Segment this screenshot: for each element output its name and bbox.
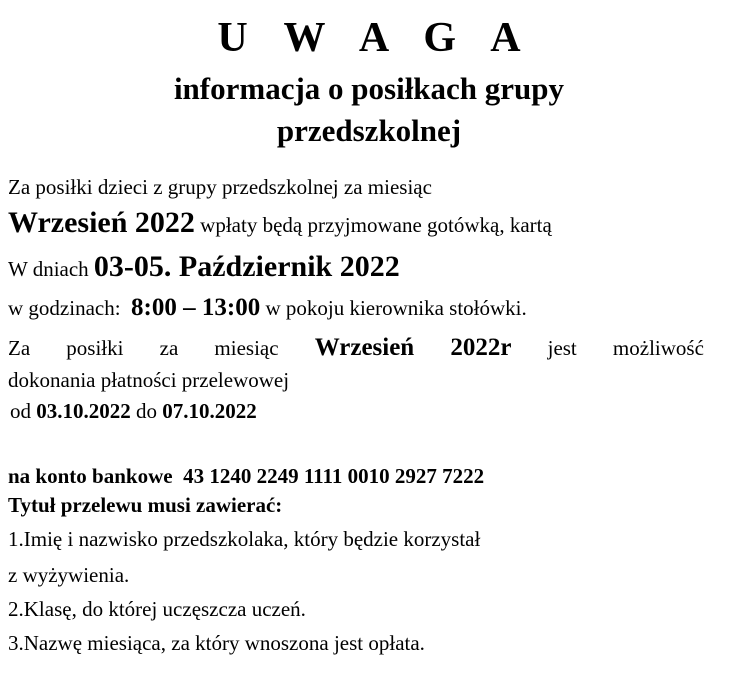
bank-account-line: [8, 463, 484, 489]
paragraph-line-6: [8, 367, 289, 393]
to-label: do: [136, 399, 157, 423]
list-item: 3.Nazwę miesiąca, za który wnoszona jest opłata.: [8, 631, 425, 655]
word-za: Za: [8, 336, 31, 360]
paragraph-line-4: [8, 295, 527, 321]
word-posilki: posiłki: [66, 336, 124, 360]
transfer-from-date: 03.10.2022: [36, 399, 131, 423]
transfer-to-date: 07.10.2022: [162, 399, 257, 423]
word-mozliwosc: możliwość: [612, 336, 704, 360]
transfer-year: 2022r: [450, 334, 512, 361]
transfer-option-text: dokonania płatności przelewowej: [8, 368, 290, 392]
notice-title: U W A G A: [217, 15, 534, 61]
paragraph-line-3: [8, 250, 400, 283]
word-za-2: za: [159, 336, 179, 360]
payment-dates: 03-05. Październik 2022: [93, 250, 400, 283]
notice-subtitle-line2: przedszkolnej: [276, 113, 462, 148]
transfer-title-heading: Tytuł przelewu musi zawierać:: [8, 493, 283, 517]
paragraph-line-7: [10, 398, 257, 424]
billing-month: Wrzesień 2022: [8, 206, 195, 239]
paragraph-line-2: [8, 206, 552, 239]
transfer-month: Wrzesień: [314, 334, 415, 361]
bank-account-number: 43 1240 2249 1111 0010 2927 7222: [183, 464, 485, 488]
from-label: od: [10, 399, 31, 423]
paragraph-line-5: [8, 335, 704, 361]
bank-account-label: na konto bankowe: [8, 464, 173, 488]
list-item: 2.Klasę, do której uczęszcza uczeń.: [8, 597, 306, 621]
hours-prefix: w godzinach:: [8, 296, 121, 320]
payment-methods-text: wpłaty będą przyjmowane gotówką, kartą: [200, 213, 552, 237]
word-jest: jest: [547, 336, 577, 360]
meals-intro-text: Za posiłki dzieci z grupy przedszkolnej za miesiąc: [8, 175, 432, 199]
word-miesiac: miesiąc: [214, 336, 279, 360]
payment-location: w pokoju kierownika stołówki.: [265, 296, 527, 320]
payment-hours: 8:00 – 13:00: [131, 294, 261, 321]
list-item: z wyżywienia.: [8, 563, 130, 587]
dates-prefix: W dniach: [8, 257, 89, 281]
notice-subtitle-line1: informacja o posiłkach grupy: [173, 71, 565, 106]
list-item: 1.Imię i nazwisko przedszkolaka, który będzie korzystał: [8, 527, 481, 551]
paragraph-line-1: [8, 174, 432, 200]
